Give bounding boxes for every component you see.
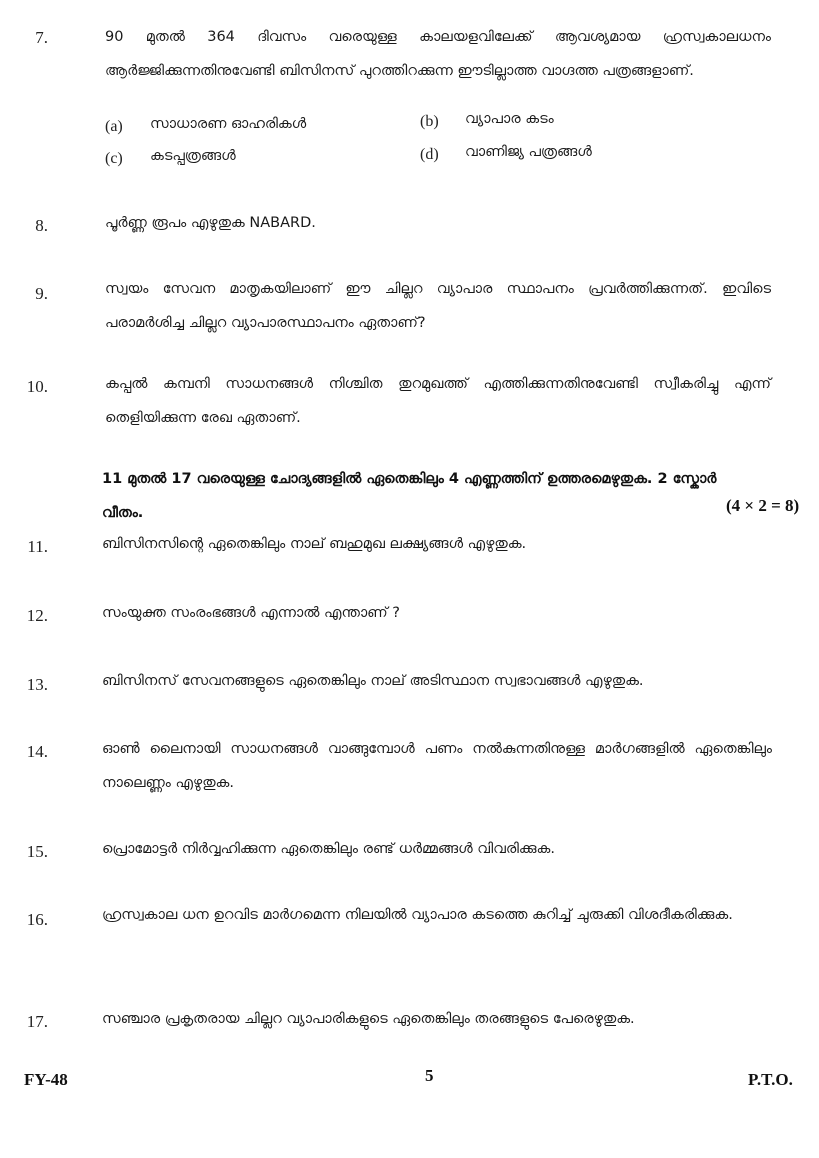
question-text: ഹ്രസ്വകാല ധന ഉറവിട മാർഗമെന്ന നിലയിൽ വ്യാപാര കടത്തെ കുറിച്ച് ചുരുക്കി വിശദീകരിക്കുക. [102, 907, 733, 923]
option-text: വാണിജ്യ പത്രങ്ങൾ [465, 144, 592, 160]
option-text: വ്യാപാര കടം [465, 111, 554, 127]
question-number: 11. [27, 537, 48, 556]
question-number: 7. [35, 28, 48, 47]
option-label: (d) [420, 146, 439, 163]
option-text: കടപ്പത്രങ്ങൾ [150, 148, 236, 164]
question-text: സഞ്ചാര പ്രകൃതരായ ചില്ലറ വ്യാപാരികളുടെ ഏതെങ്കിലും തരങ്ങളുടെ പേരെഴുതുക. [102, 1011, 635, 1027]
question-text: ഓൺ ലൈനായി സാധനങ്ങൾ വാങ്ങുമ്പോൾ പണം നൽകുന്നതിനുള്ള മാർഗങ്ങളിൽ ഏതെങ്കിലും നാലെണ്ണം എഴുതുക. [102, 741, 772, 791]
section-marks: (4 × 2 = 8) [726, 496, 800, 515]
question-number: 10. [26, 377, 48, 396]
question-text: സംയുക്ത സംരംഭങ്ങൾ എന്നാൽ എന്താണ് ? [102, 605, 401, 621]
option-label: (c) [105, 150, 123, 167]
question-number: 17. [26, 1012, 48, 1031]
option-label: (b) [420, 113, 439, 130]
question-number: 12. [26, 606, 48, 625]
question-number: 8. [35, 216, 48, 235]
option-label: (a) [105, 118, 123, 135]
pto-label: P.T.O. [748, 1070, 793, 1089]
question-text: പ്രൊമോട്ടർ നിർവ്വഹിക്കുന്ന ഏതെങ്കിലും രണ്ട് ധർമ്മങ്ങൾ വിവരിക്കുക. [102, 841, 555, 857]
question-number: 14. [26, 742, 48, 761]
option-text: സാധാരണ ഓഹരികൾ [150, 116, 307, 132]
question-text: കപ്പൽ കമ്പനി സാധനങ്ങൾ നിശ്ചിത തുറമുഖത്ത് എത്തിക്കുന്നതിനുവേണ്ടി സ്വീകരിച്ചു എന്ന് തെളിയിക്കുന്ന രേഖ ഏതാണ്. [105, 376, 771, 426]
question-number: 9. [35, 284, 48, 303]
question-text: ബിസിനസിന്റെ ഏതെങ്കിലും നാല് ബഹുമുഖ ലക്ഷ്യങ്ങൾ എഴുതുക. [102, 536, 527, 552]
question-text: പൂർണ്ണ രൂപം എഴുതുക NABARD. [105, 215, 316, 231]
question-number: 15. [26, 842, 48, 861]
question-number: 13. [26, 675, 48, 694]
section-instruction: 11 മുതൽ 17 വരെയുള്ള ചോദ്യങ്ങളിൽ ഏതെങ്കിലും 4 എണ്ണത്തിന് ഉത്തരമെഴുതുക. 2 സ്കോർ വീതം. [102, 471, 717, 521]
question-text: 90 മുതൽ 364 ദിവസം വരെയുള്ള കാലയളവിലേക്ക് ആവശ്യമായ ഹ്രസ്വകാലധനം ആർജ്ജിക്കുന്നതിനുവേണ്ടി ബിസിനസ് പുറത്തിറക്കുന്ന ഈടില്ലാത്ത വാഗ്ദത്ത പത്രങ്ങളാണ്. [105, 29, 771, 79]
question-text: ബിസിനസ് സേവനങ്ങളുടെ ഏതെങ്കിലും നാല് അടിസ്ഥാന സ്വഭാവങ്ങൾ എഴുതുക. [102, 673, 644, 689]
page-number: 5 [425, 1066, 434, 1085]
question-number: 16. [26, 910, 48, 929]
question-text: സ്വയം സേവന മാതൃകയിലാണ് ഈ ചില്ലറ വ്യാപാര സ്ഥാപനം പ്രവർത്തിക്കുന്നത്. ഇവിടെ പരാമർശിച്ച ചില്ലറ വ്യാപാരസ്ഥാപനം ഏതാണ്? [105, 281, 771, 331]
paper-code: FY-48 [24, 1070, 68, 1089]
